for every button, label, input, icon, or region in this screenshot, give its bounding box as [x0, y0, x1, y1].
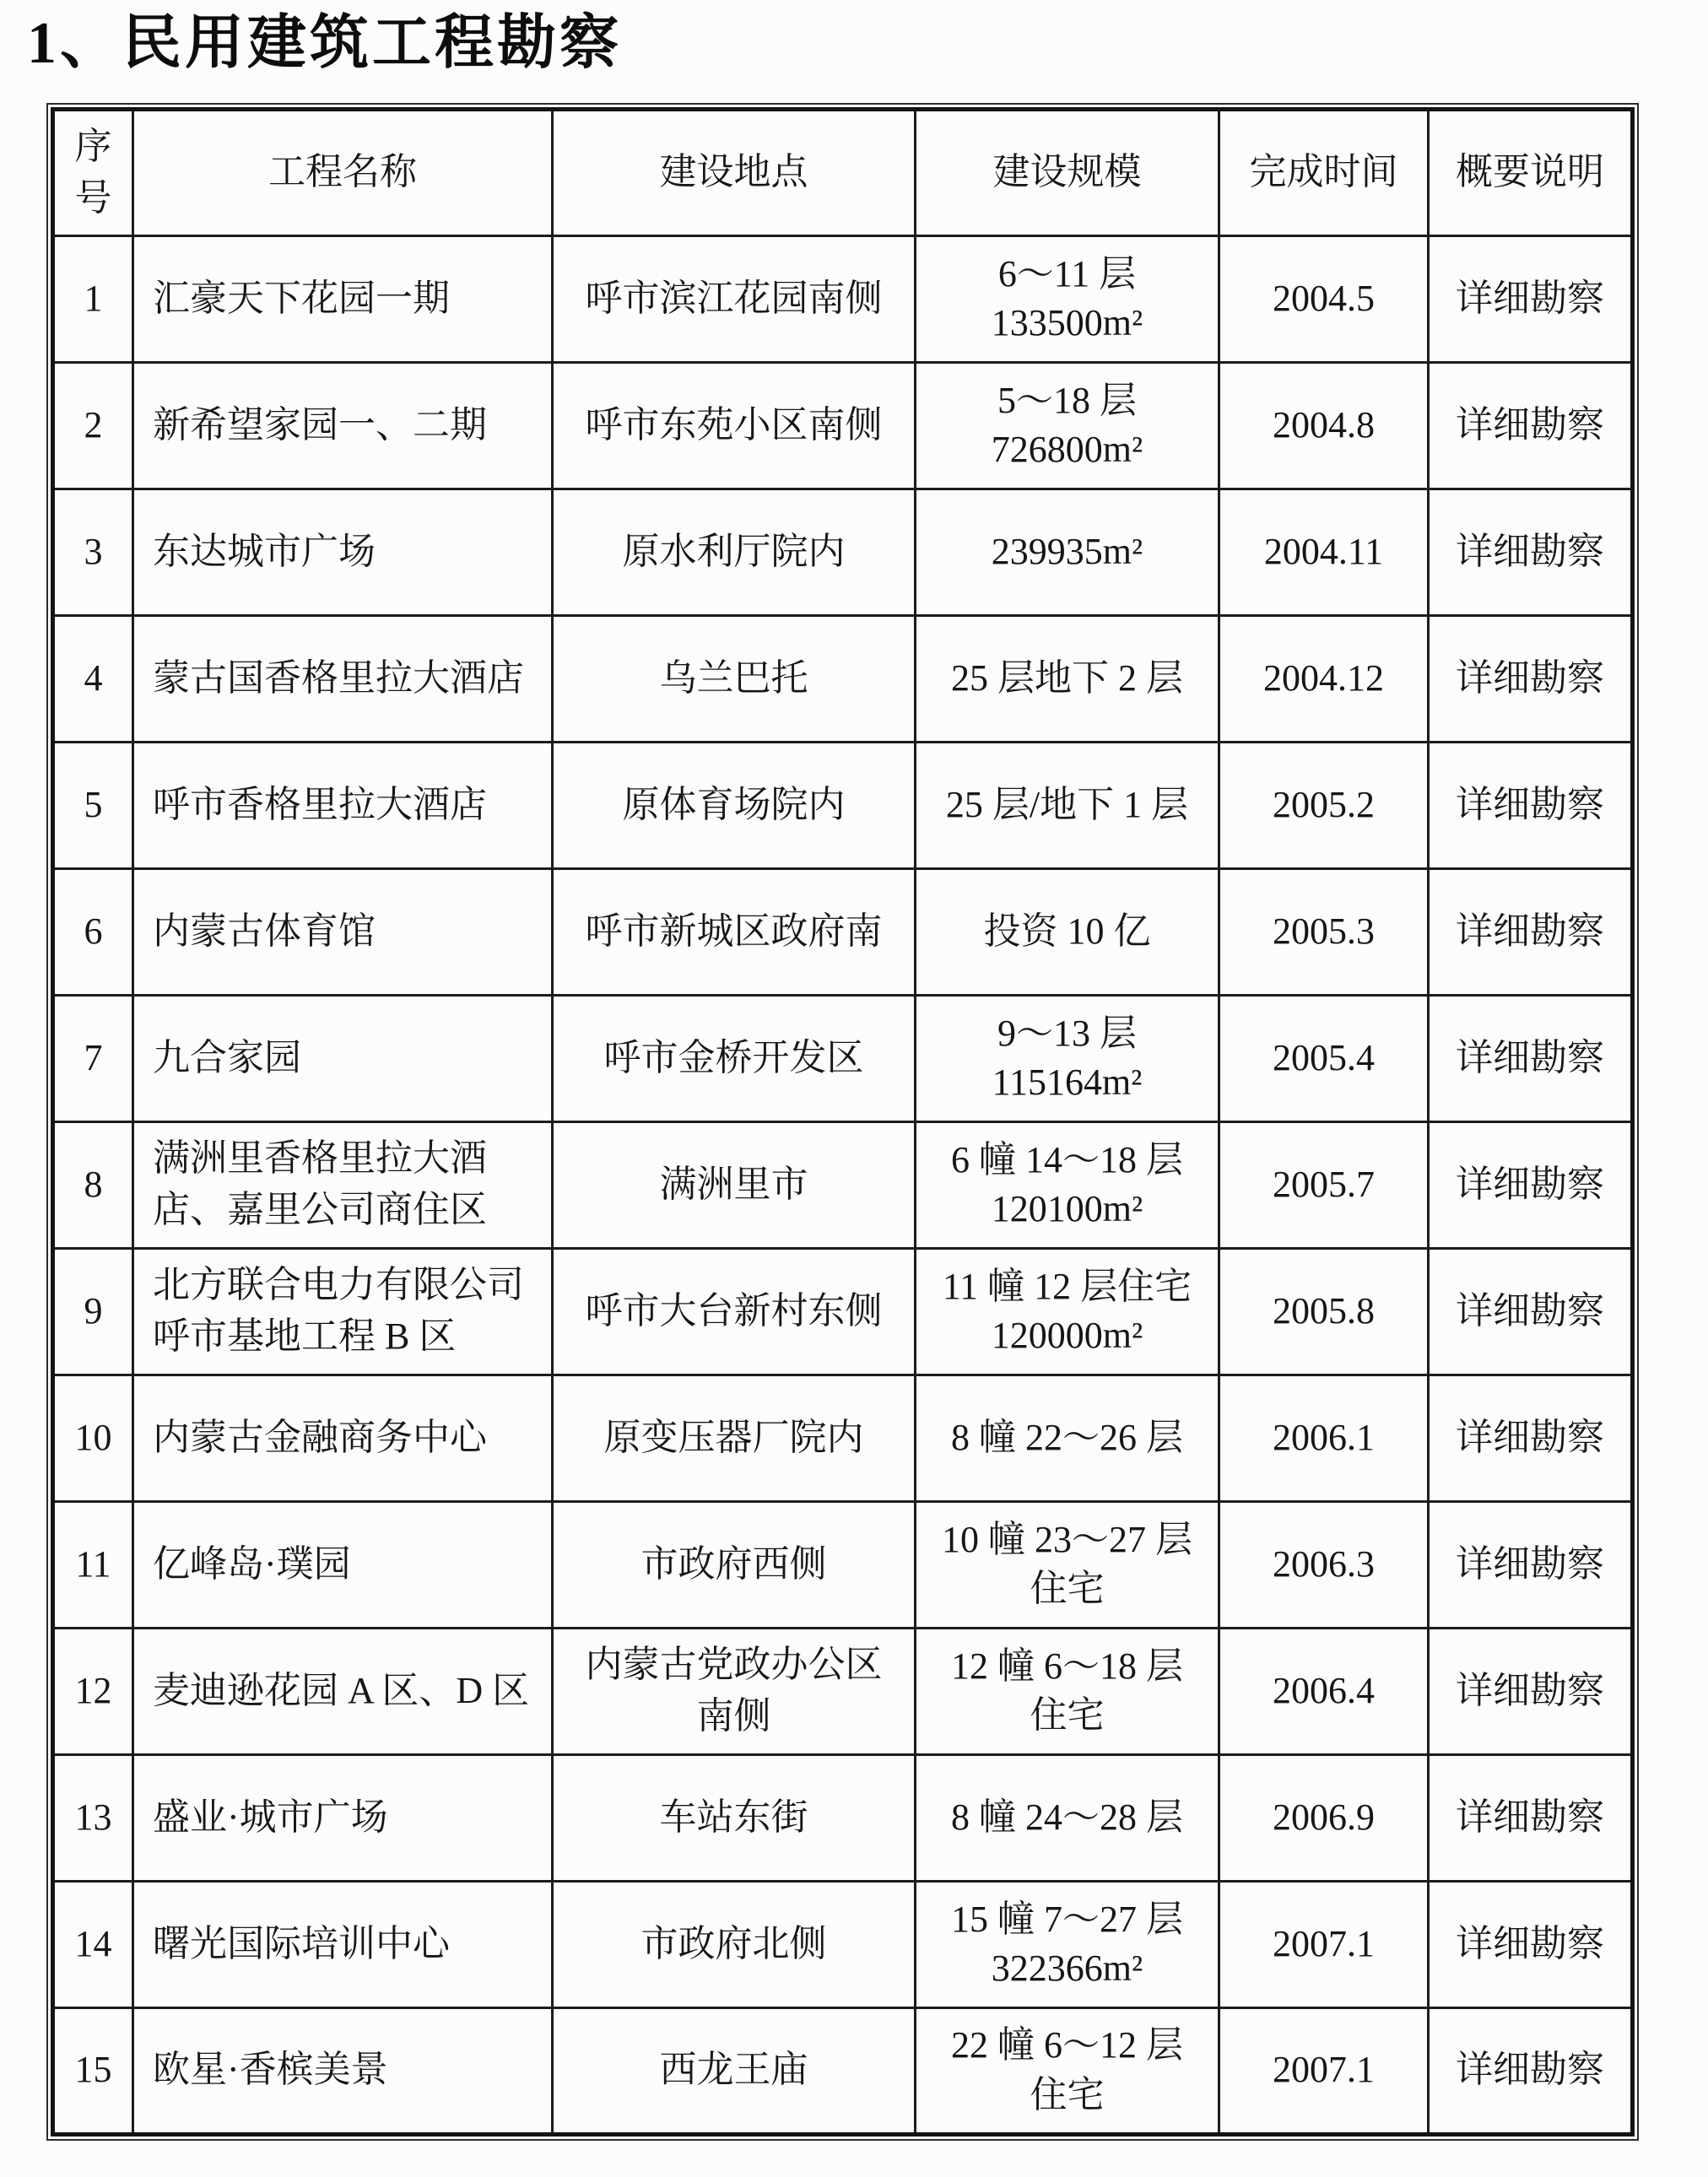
- cell-name: 新希望家园一、二期: [133, 362, 553, 489]
- cell-name: 汇豪天下花园一期: [133, 235, 553, 362]
- cell-no: 13: [53, 1754, 133, 1881]
- cell-note: 详细勘察: [1429, 362, 1633, 489]
- cell-location: 原体育场院内: [553, 742, 916, 868]
- cell-no: 4: [53, 615, 133, 742]
- cell-note: 详细勘察: [1429, 1881, 1633, 2007]
- cell-name: 北方联合电力有限公司呼市基地工程 B 区: [133, 1248, 553, 1375]
- cell-name: 欧星·香槟美景: [133, 2007, 553, 2134]
- projects-table-wrap: [51, 107, 1630, 2136]
- cell-location: 市政府北侧: [553, 1881, 916, 2007]
- scale-line: 6 幢 14～18 层: [951, 1138, 1183, 1180]
- cell-time: 2004.8: [1219, 362, 1429, 489]
- cell-location: 车站东街: [553, 1754, 916, 1881]
- cell-scale: [916, 615, 1219, 742]
- cell-name: 满洲里香格里拉大酒店、嘉里公司商住区: [133, 1121, 553, 1248]
- scale-line: 322366m²: [991, 1947, 1143, 1989]
- header-cell-scale: 建设规模: [916, 109, 1219, 235]
- table-row: [53, 1628, 1633, 1754]
- cell-time: 2005.7: [1219, 1121, 1429, 1248]
- table-row: [53, 1121, 1633, 1248]
- cell-location: 呼市新城区政府南: [553, 868, 916, 995]
- scale-line: 住宅: [1030, 1694, 1105, 1736]
- cell-note: 详细勘察: [1429, 1121, 1633, 1248]
- cell-name: 内蒙古金融商务中心: [133, 1375, 553, 1501]
- cell-note: 详细勘察: [1429, 615, 1633, 742]
- cell-scale: [916, 868, 1219, 995]
- cell-scale: [916, 1628, 1219, 1754]
- table-header-row: [53, 109, 1633, 235]
- cell-scale: [916, 235, 1219, 362]
- cell-note: 详细勘察: [1429, 742, 1633, 868]
- scale-line: 115164m²: [992, 1061, 1143, 1103]
- cell-scale: [916, 1375, 1219, 1501]
- table-row: [53, 1501, 1633, 1628]
- cell-no: 15: [53, 2007, 133, 2134]
- cell-note: 详细勘察: [1429, 235, 1633, 362]
- cell-note: 详细勘察: [1429, 489, 1633, 615]
- scale-line: 9～13 层: [997, 1012, 1137, 1054]
- cell-location: 内蒙古党政办公区南侧: [553, 1628, 916, 1754]
- scale-line: 住宅: [1030, 2073, 1105, 2115]
- cell-time: 2006.3: [1219, 1501, 1429, 1628]
- cell-note: 详细勘察: [1429, 2007, 1633, 2134]
- scale-line: 5～18 层: [997, 379, 1137, 421]
- table-row: [53, 742, 1633, 868]
- cell-name: 盛业·城市广场: [133, 1754, 553, 1881]
- cell-no: 6: [53, 868, 133, 995]
- cell-time: 2006.1: [1219, 1375, 1429, 1501]
- scale-line: 10 幢 23～27 层: [942, 1518, 1192, 1560]
- cell-name: 曙光国际培训中心: [133, 1881, 553, 2007]
- cell-name: 呼市香格里拉大酒店: [133, 742, 553, 868]
- cell-name: 亿峰岛·璞园: [133, 1501, 553, 1628]
- table-row: [53, 1754, 1633, 1881]
- cell-scale: [916, 1248, 1219, 1375]
- cell-time: 2004.5: [1219, 235, 1429, 362]
- cell-no: 10: [53, 1375, 133, 1501]
- table-row: [53, 995, 1633, 1121]
- header-cell-time: 完成时间: [1219, 109, 1429, 235]
- table-row: [53, 1375, 1633, 1501]
- cell-scale: [916, 742, 1219, 868]
- cell-time: 2005.2: [1219, 742, 1429, 868]
- cell-time: 2007.1: [1219, 2007, 1429, 2134]
- scale-line: 12 幢 6～18 层: [951, 1645, 1183, 1687]
- cell-name: 蒙古国香格里拉大酒店: [133, 615, 553, 742]
- cell-scale: [916, 1881, 1219, 2007]
- cell-no: 5: [53, 742, 133, 868]
- cell-no: 14: [53, 1881, 133, 2007]
- cell-note: 详细勘察: [1429, 1375, 1633, 1501]
- scale-line: 8 幢 24～28 层: [951, 1796, 1183, 1838]
- scale-line: 8 幢 22～26 层: [951, 1416, 1183, 1458]
- cell-scale: [916, 1501, 1219, 1628]
- header-cell-note: 概要说明: [1429, 109, 1633, 235]
- cell-scale: [916, 362, 1219, 489]
- cell-time: 2006.4: [1219, 1628, 1429, 1754]
- table-row: [53, 235, 1633, 362]
- cell-scale: [916, 489, 1219, 615]
- cell-time: 2005.8: [1219, 1248, 1429, 1375]
- table-row: [53, 1881, 1633, 2007]
- cell-time: 2004.12: [1219, 615, 1429, 742]
- header-cell-name: 工程名称: [133, 109, 553, 235]
- scale-line: 住宅: [1030, 1568, 1105, 1609]
- cell-location: 原水利厅院内: [553, 489, 916, 615]
- cell-note: 详细勘察: [1429, 868, 1633, 995]
- cell-location: 乌兰巴托: [553, 615, 916, 742]
- cell-location: 满洲里市: [553, 1121, 916, 1248]
- cell-note: 详细勘察: [1429, 1248, 1633, 1375]
- scale-line: 投资 10 亿: [983, 910, 1151, 952]
- cell-time: 2005.4: [1219, 995, 1429, 1121]
- scale-line: 133500m²: [991, 302, 1143, 343]
- cell-location: 原变压器厂院内: [553, 1375, 916, 1501]
- cell-scale: [916, 1121, 1219, 1248]
- cell-time: 2005.3: [1219, 868, 1429, 995]
- scale-line: 22 幢 6～12 层: [951, 2024, 1183, 2066]
- cell-location: 西龙王庙: [553, 2007, 916, 2134]
- scale-line: 25 层/地下 1 层: [945, 783, 1189, 825]
- cell-no: 7: [53, 995, 133, 1121]
- header-cell-location: 建设地点: [553, 109, 916, 235]
- cell-no: 8: [53, 1121, 133, 1248]
- cell-scale: [916, 995, 1219, 1121]
- cell-name: 内蒙古体育馆: [133, 868, 553, 995]
- cell-location: 市政府西侧: [553, 1501, 916, 1628]
- scale-line: 15 幢 7～27 层: [951, 1898, 1183, 1940]
- cell-scale: [916, 1754, 1219, 1881]
- table-row: [53, 489, 1633, 615]
- scale-line: 120000m²: [991, 1315, 1143, 1356]
- cell-no: 3: [53, 489, 133, 615]
- cell-name: 麦迪逊花园 A 区、D 区: [133, 1628, 553, 1754]
- table-row: [53, 2007, 1633, 2134]
- cell-name: 东达城市广场: [133, 489, 553, 615]
- cell-location: 呼市滨江花园南侧: [553, 235, 916, 362]
- table-row: [53, 362, 1633, 489]
- page-title: 1、民用建筑工程勘察: [27, 11, 622, 76]
- cell-note: 详细勘察: [1429, 1754, 1633, 1881]
- table-row: [53, 615, 1633, 742]
- scale-line: 239935m²: [991, 530, 1143, 572]
- scale-line: 25 层地下 2 层: [951, 656, 1183, 699]
- cell-no: 9: [53, 1248, 133, 1375]
- cell-no: 2: [53, 362, 133, 489]
- cell-location: 呼市金桥开发区: [553, 995, 916, 1121]
- cell-note: 详细勘察: [1429, 1628, 1633, 1754]
- table-row: [53, 868, 1633, 995]
- scale-line: 726800m²: [991, 429, 1143, 470]
- table-row: [53, 1248, 1633, 1375]
- scale-line: 11 幢 12 层住宅: [942, 1265, 1192, 1307]
- cell-note: 详细勘察: [1429, 995, 1633, 1121]
- cell-scale: [916, 2007, 1219, 2134]
- cell-time: 2007.1: [1219, 1881, 1429, 2007]
- cell-time: 2006.9: [1219, 1754, 1429, 1881]
- cell-location: 呼市大台新村东侧: [553, 1248, 916, 1375]
- scale-line: 120100m²: [991, 1188, 1143, 1229]
- cell-no: 11: [53, 1501, 133, 1628]
- cell-time: 2004.11: [1219, 489, 1429, 615]
- cell-location: 呼市东苑小区南侧: [553, 362, 916, 489]
- cell-no: 1: [53, 235, 133, 362]
- scale-line: 6～11 层: [997, 252, 1137, 294]
- cell-note: 详细勘察: [1429, 1501, 1633, 1628]
- projects-table: [51, 107, 1635, 2136]
- cell-no: 12: [53, 1628, 133, 1754]
- cell-name: 九合家园: [133, 995, 553, 1121]
- header-cell-no: 序号: [53, 109, 133, 235]
